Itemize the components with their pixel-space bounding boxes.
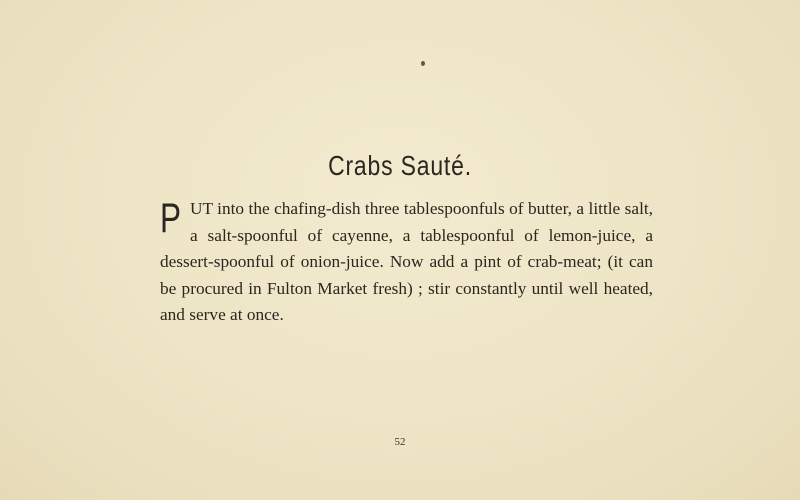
ink-speck xyxy=(421,61,425,66)
recipe-title: Crabs Sauté. xyxy=(328,150,472,181)
recipe-body-text: UT into the chafing-dish three tablespoonfuls of butter, a little salt, a salt-spoonful of cayenne, a tablespoonful of lemon-juice, a dessert-spoonful of onion-juice. Now add a pint of crab-meat; (it can be procured in Fulton Market fresh) ; stir constantly until well heated, and serve at once. xyxy=(160,199,653,324)
drop-cap: P xyxy=(160,194,182,241)
recipe-paragraph xyxy=(160,196,653,329)
page-number: 52 xyxy=(394,436,406,448)
